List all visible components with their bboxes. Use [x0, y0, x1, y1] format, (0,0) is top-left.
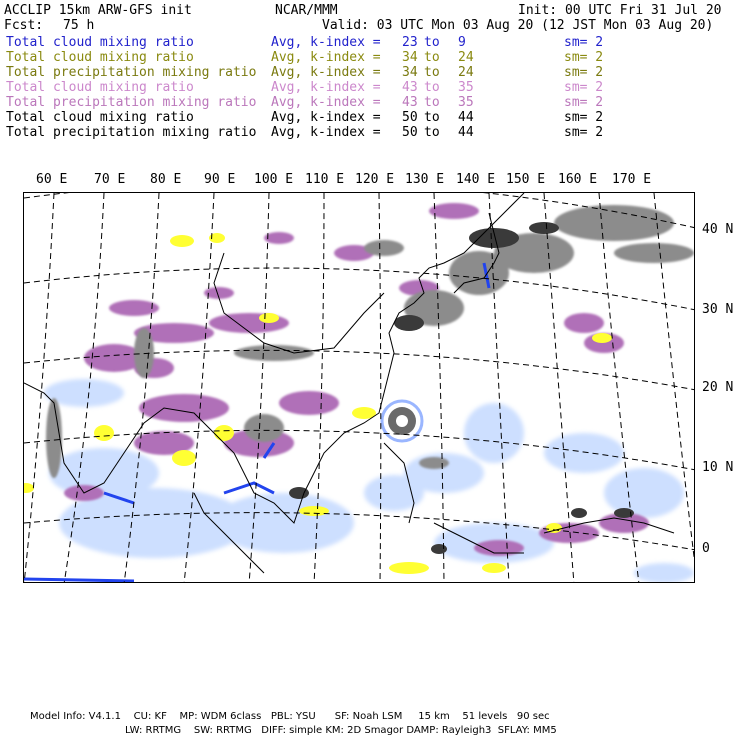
- init-time: Init: 00 UTC Fri 31 Jul 20: [518, 3, 722, 18]
- legend-to-word: to: [424, 80, 440, 95]
- forecast-label: Fcst:: [4, 18, 44, 33]
- longitude-label: 140 E: [456, 172, 496, 187]
- legend-to: 24: [458, 50, 474, 65]
- legend-field: Total cloud mixing ratio: [6, 35, 194, 50]
- legend-to-word: to: [424, 110, 440, 125]
- legend-sm: sm= 2: [564, 110, 604, 125]
- legend-from: 50: [402, 125, 418, 140]
- legend-field: Total cloud mixing ratio: [6, 80, 194, 95]
- latitude-label: 20 N: [702, 380, 734, 395]
- legend-field: Total cloud mixing ratio: [6, 50, 194, 65]
- longitude-label: 70 E: [94, 172, 126, 187]
- legend-avg: Avg, k-index =: [271, 35, 381, 50]
- legend-from: 34: [402, 65, 418, 80]
- latitude-label: 10 N: [702, 460, 734, 475]
- latitude-label: 40 N: [702, 222, 734, 237]
- longitude-label: 100 E: [254, 172, 294, 187]
- legend-sm: sm= 2: [564, 80, 604, 95]
- legend-avg: Avg, k-index =: [271, 50, 381, 65]
- legend-to-word: to: [424, 125, 440, 140]
- latitude-label: 0: [702, 541, 710, 556]
- legend-to: 44: [458, 110, 474, 125]
- legend-sm: sm= 2: [564, 50, 604, 65]
- map-canvas: [24, 193, 695, 583]
- legend-from: 23: [402, 35, 418, 50]
- legend-from: 43: [402, 95, 418, 110]
- map-panel: [23, 192, 695, 583]
- legend-from: 43: [402, 80, 418, 95]
- longitude-label: 80 E: [150, 172, 182, 187]
- valid-time: Valid: 03 UTC Mon 03 Aug 20 (12 JST Mon 03 Aug 20): [322, 18, 714, 33]
- legend-sm: sm= 2: [564, 125, 604, 140]
- legend-to-word: to: [424, 65, 440, 80]
- longitude-label: 120 E: [355, 172, 395, 187]
- legend-field: Total cloud mixing ratio: [6, 110, 194, 125]
- model-info-line1: Model Info: V4.1.1 CU: KF MP: WDM 6class PBL: YSU SF: Noah LSM 15 km 51 levels 90 sec: [30, 711, 550, 722]
- legend-to-word: to: [424, 35, 440, 50]
- legend-field: Total precipitation mixing ratio: [6, 125, 257, 140]
- legend-from: 34: [402, 50, 418, 65]
- legend-to: 9: [458, 35, 466, 50]
- legend-sm: sm= 2: [564, 35, 604, 50]
- legend-sm: sm= 2: [564, 65, 604, 80]
- legend-to: 44: [458, 125, 474, 140]
- institution-label: NCAR/MMM: [275, 3, 338, 18]
- forecast-hours: 75 h: [63, 18, 95, 33]
- longitude-label: 160 E: [558, 172, 598, 187]
- legend-from: 50: [402, 110, 418, 125]
- legend-to: 35: [458, 80, 474, 95]
- legend-avg: Avg, k-index =: [271, 95, 381, 110]
- model-info-line2: LW: RRTMG SW: RRTMG DIFF: simple KM: 2D Smagor DAMP: Rayleigh3 SFLAY: MM5: [125, 725, 557, 736]
- longitude-label: 150 E: [506, 172, 546, 187]
- legend-avg: Avg, k-index =: [271, 110, 381, 125]
- legend-avg: Avg, k-index =: [271, 125, 381, 140]
- legend-to: 35: [458, 95, 474, 110]
- legend-avg: Avg, k-index =: [271, 65, 381, 80]
- legend-field: Total precipitation mixing ratio: [6, 65, 257, 80]
- longitude-label: 60 E: [36, 172, 68, 187]
- longitude-label: 170 E: [612, 172, 652, 187]
- latitude-label: 30 N: [702, 302, 734, 317]
- legend-sm: sm= 2: [564, 95, 604, 110]
- legend-avg: Avg, k-index =: [271, 80, 381, 95]
- legend-to-word: to: [424, 50, 440, 65]
- legend-to: 24: [458, 65, 474, 80]
- longitude-label: 110 E: [305, 172, 345, 187]
- legend-field: Total precipitation mixing ratio: [6, 95, 257, 110]
- longitude-label: 130 E: [405, 172, 445, 187]
- longitude-label: 90 E: [204, 172, 236, 187]
- legend-to-word: to: [424, 95, 440, 110]
- model-title: ACCLIP 15km ARW-GFS init: [4, 3, 192, 18]
